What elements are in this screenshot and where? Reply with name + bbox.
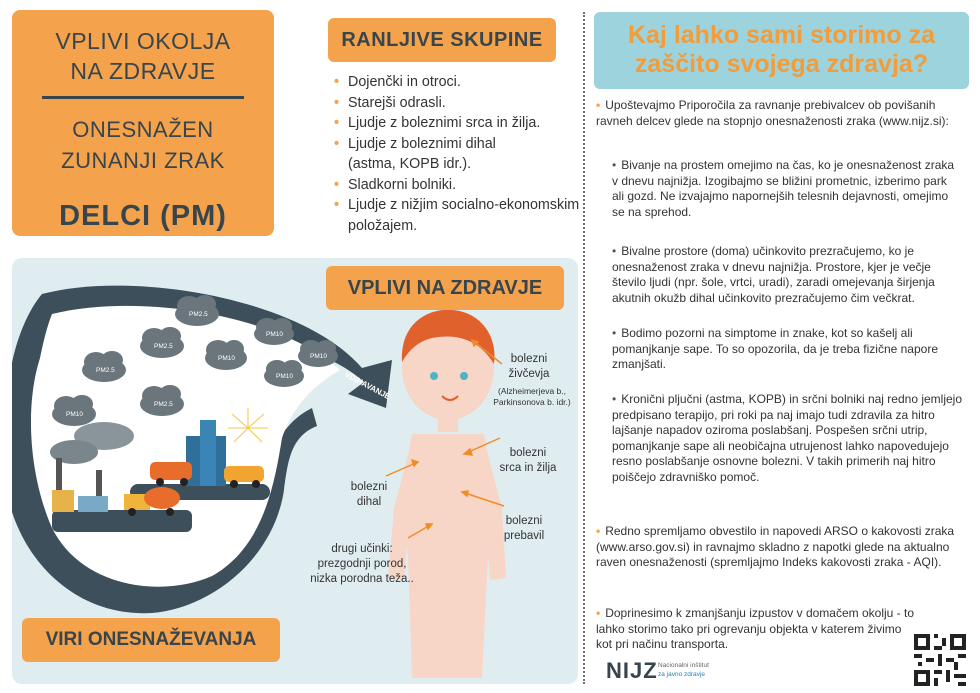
risk-groups-heading: RANLJIVE SKUPINE: [328, 18, 556, 62]
label-nervous-note: (Alzheimerjeva b., Parkinsonova b. idr.): [493, 386, 571, 407]
pm-label: PM2.5: [154, 343, 173, 350]
health-effects-heading: VPLIVI NA ZDRAVJE: [326, 266, 564, 310]
advice-item-emissions: • Doprinesimo k zmanjšanju izpustov v domačem okolju - to lahko storimo tako pri ogrevanju objekta v katerem živimo kot pri načinu transporta.: [596, 606, 914, 652]
pm-label: PM10: [66, 411, 83, 418]
label-other-2: nizka porodna teža..: [310, 573, 414, 585]
title-line-4: ZUNANJI ZRAK: [61, 148, 225, 173]
title-line-3: ONESNAŽEN: [72, 117, 214, 142]
logo-name: NIJZ: [606, 658, 658, 683]
truck-wheel: [166, 508, 174, 516]
pm-label: PM10: [218, 355, 235, 362]
chimney: [96, 470, 102, 496]
nijz-logo: [606, 658, 726, 690]
label-other-title: drugi učinki:: [331, 543, 393, 555]
pm-cloud: [82, 351, 126, 382]
title-divider: [42, 96, 244, 99]
list-item: • Sladkorni bolniki.: [334, 175, 584, 196]
pm-label: PM10: [310, 353, 327, 360]
advice-sub-item-text: Bodimo pozorni na simptome in znake, kot so kašelj ali pomanjkanje sape. To so opozorila, da je treba fizične napore zmanjšati.: [612, 326, 938, 372]
pm-cloud: [140, 327, 184, 358]
list-item: • Starejši odrasli.: [334, 93, 584, 114]
pm-cloud: [205, 340, 247, 370]
label-respiratory: bolezni dihal: [350, 481, 388, 508]
title-line-2: NA ZDRAVJE: [70, 58, 216, 84]
list-item: • Ljudje z nižjim socialno-ekonomskim položajem.: [334, 195, 584, 236]
advice-heading-line-2: zaščito svojega zdravja?: [634, 50, 929, 78]
advice-item-arso: • Redno spremljamo obvestilo in napovedi ARSO o kakovosti zraka (www.arso.gov.si) in ravnajmo skladno z napotki glede na aktualno raven onesnaženosti (spremljajmo Indeks kakovosti zraka - AQI).: [596, 524, 955, 570]
child-figure: [388, 310, 506, 678]
title-main: [12, 26, 274, 86]
pm-label: PM2.5: [154, 401, 173, 408]
advice-heading-line-1: Kaj lahko sami storimo za: [627, 21, 936, 49]
advice-sub-item: • Bodimo pozorni na simptome in znake, kot so kašelj ali pomanjkanje sape. To so opozorila, da je treba fizične napore zmanjšati.: [612, 326, 938, 372]
advice-sub-item-text: Bivalne prostore (doma) učinkovito prezračujemo, ko je onesnaženost zraka v dnevu najnižja. Prostore, kjer je večje število ljudi (npr. šole, vrtci, uradi), zaradi omejevanja širjenja akutnih okužb dihal učinkovito prezračujemo čim večkrat.: [612, 244, 935, 305]
advice-sub-item-text: Bivanje na prostem omejimo na čas, ko je onesnaženost zraka v dnevu najnižja. Izogibajmo se bližini prometnic, izberimo park ali gozd. Ne izvajajmo napornejših telesnih dejavnosti, omejimo se na sprehod.: [612, 158, 955, 219]
pm-cloud: [52, 395, 96, 426]
pm-cloud: [264, 360, 304, 387]
logo-sub-2: za javno zdravje: [658, 671, 705, 678]
title-box: [12, 10, 274, 236]
factory: [78, 496, 108, 512]
car-wheel: [180, 478, 188, 486]
advice-item-arso-text: Redno spremljamo obvestilo in napovedi ARSO o kakovosti zraka (www.arso.gov.si) in ravnajmo skladno z napotki glede na aktualno raven onesnaženosti (spremljajmo Indeks kakovosti zraka - AQI).: [596, 524, 955, 570]
pm-cloud: [298, 340, 338, 367]
advice-sub-item-text: Kronični pljučni (astma, KOPB) in srčni bolniki naj redno jemljejo predpisano terapijo, pri roki pa naj imajo tudi zdravila za hitro lajšanje napadov oziroma poslabšanj. Pospešen srčni utrip, pomanjkanje sape ali neobičajna utrujenost lahko napovedujejo resno poslabšanje osnovne bolezni. V takih primerih naj hitro poiščejo zdravniško pomoč.: [612, 392, 963, 484]
pm-label: PM2.5: [96, 367, 115, 374]
advice-sub-item: • Kronični pljučni (astma, KOPB) in srčni bolniki naj redno jemljejo predpisano terapijo, pri roki pa naj imajo tudi zdravila za hitro lajšanje napadov oziroma poslabšanj. Pospešen srčni utrip, pomanjkanje sape ali neobičajna utrujenost lahko napovedujejo resno poslabšanje osnovne bolezni. V takih primerih naj hitro poiščejo zdravniško pomoč.: [612, 392, 963, 484]
advice-sub-item: • Bivanje na prostem omejimo na čas, ko je onesnaženost zraka v dnevu najnižja. Izogibajmo se bližini prometnic, izberimo park ali gozd. Ne izvajajmo napornejših telesnih dejavnosti, omejimo se na sprehod.: [612, 158, 955, 219]
car-wheel: [252, 480, 260, 488]
advice-item-emissions-text: Doprinesimo k zmanjšanju izpustov v domačem okolju - to lahko storimo tako pri ogrevanju objekta v katerem živimo kot pri načinu transporta.: [596, 606, 914, 652]
label-other: [304, 542, 420, 587]
column-divider: [583, 12, 586, 684]
risk-groups-list: [334, 72, 584, 236]
logo-sub-1: Nacionalni inštitut: [658, 662, 709, 669]
car: [224, 466, 264, 482]
pm-label: PM10: [276, 373, 293, 380]
car: [150, 462, 192, 480]
car-wheel: [230, 480, 238, 488]
title-pm: DELCI (PM): [59, 200, 227, 232]
advice-sub-item: • Bivalne prostore (doma) učinkovito prezračujemo, ko je onesnaženost zraka v dnevu najnižja. Prostore, kjer je večje število ljudi (npr. šole, vrtci, uradi), zaradi omejevanja širjenja akutnih okužb dihal učinkovito prezračujemo čim večkrat.: [612, 244, 935, 305]
label-heart: bolezni srca in žilja: [499, 447, 557, 474]
pm-cloud: [254, 318, 294, 345]
truck-wheel: [128, 508, 136, 516]
label-other-1: prezgodnji porod,: [317, 558, 407, 570]
inhalation-label: VDIHAVANJE: [343, 369, 392, 402]
building: [200, 420, 216, 486]
title-line-1: VPLIVI OKOLJA: [55, 28, 231, 54]
advice-intro: • Upoštevajmo Priporočila za ravnanje prebivalcev ob povišanih ravneh delcev glede na stopnjo onesnaženosti zraka (www.nijz.si):: [596, 98, 949, 128]
title-subject: [12, 114, 274, 176]
advice-intro-text: Upoštevajmo Priporočila za ravnanje prebivalcev ob povišanih ravneh delcev glede na stopnjo onesnaženosti zraka (www.nijz.si):: [596, 98, 949, 128]
pm-label: PM10: [266, 331, 283, 338]
pm-label: PM2.5: [189, 311, 208, 318]
chimney: [56, 458, 62, 490]
qr-code[interactable]: [914, 634, 966, 686]
pollution-sources-heading: VIRI ONESNAŽEVANJA: [22, 618, 280, 662]
factory: [52, 490, 74, 512]
list-item: • Ljudje z boleznimi dihal (astma, KOPB idr.).: [334, 134, 518, 175]
list-item: • Dojenčki in otroci.: [334, 72, 584, 93]
label-digestive: bolezni prebavil: [503, 515, 545, 542]
list-item: • Ljudje z boleznimi srca in žilja.: [334, 113, 584, 134]
pm-cloud: [140, 385, 184, 416]
pm-cloud: [175, 295, 219, 326]
tanker: [144, 487, 180, 509]
label-nervous: bolezni živčevja: [508, 353, 550, 380]
car-wheel: [156, 478, 164, 486]
advice-heading: [594, 12, 969, 89]
